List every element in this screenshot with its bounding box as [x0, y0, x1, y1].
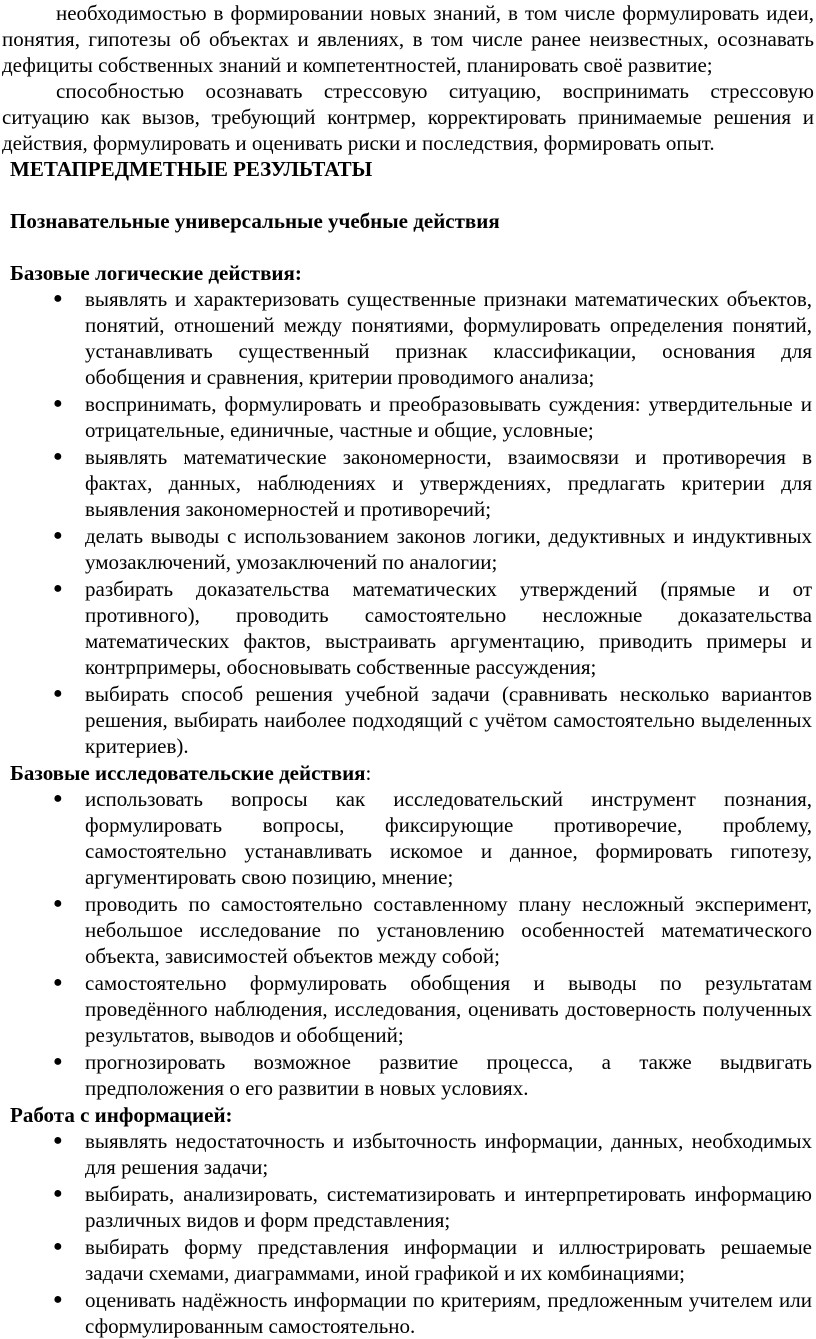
bullet-list-logical	[2, 286, 814, 759]
list-item	[2, 444, 814, 522]
list-item	[2, 576, 814, 680]
bullet-icon: ●	[53, 790, 63, 807]
subsection-title: Познавательные универсальные учебные действия	[10, 209, 500, 233]
bullet-icon: ●	[53, 1185, 63, 1202]
list-item-text: выбирать способ решения учебной задачи (сравнивать несколько вариантов решения, выбирать наиболее подходящий с учётом самостоятельно выделенных критериев).	[85, 682, 812, 758]
list-item-text: разбирать доказательства математических утверждений (прямые и от противного), проводить самостоятельно несложные доказательства математических фактов, выстраивать аргументацию, приводить примеры и контрпримеры, обосновывать собственные рассуждения;	[85, 577, 812, 679]
list-item	[2, 523, 814, 575]
section-title: МЕТАПРЕДМЕТНЫЕ РЕЗУЛЬТАТЫ	[10, 157, 373, 181]
list-item-text: выявлять и характеризовать существенные признаки математических объектов, понятий, отношений между понятиями, формулировать определения понятий, устанавливать существенный признак классификации, основания для обобщения и сравнения, критерии проводимого анализа;	[85, 287, 812, 389]
intro-paragraph-2: способностью осознавать стрессовую ситуацию, воспринимать стрессовую ситуацию как вызов, требующий контрмер, корректировать принимаемые решения и действия, формулировать и оценивать риски и последствия, формировать опыт.	[2, 79, 814, 155]
group-title-information: Работа с информацией:	[10, 1103, 233, 1127]
list-item	[2, 1287, 814, 1339]
list-item	[2, 681, 814, 759]
list-item	[2, 286, 814, 390]
list-item-text: выявлять математические закономерности, взаимосвязи и противоречия в фактах, данных, наблюдениях и утверждениях, предлагать критерии для выявления закономерностей и противоречий;	[85, 445, 812, 521]
bullet-icon: ●	[53, 1238, 63, 1255]
list-item-text: оценивать надёжность информации по критериям, предложенным учителем или сформулированным самостоятельно.	[85, 1288, 812, 1338]
list-item-text: использовать вопросы как исследовательский инструмент познания, формулировать вопросы, фиксирующие противоречие, проблему, самостоятельно устанавливать искомое и данное, формировать гипотезу, аргументировать свою позицию, мнение;	[85, 787, 812, 889]
bullet-icon: ●	[53, 685, 63, 702]
list-item	[2, 1049, 814, 1101]
group-title-research	[2, 760, 814, 786]
intro-paragraph-1: необходимостью в формировании новых знаний, в том числе формулировать идеи, понятия, гипотезы об объектах и явлениях, в том числе ранее неизвестных, осознавать дефициты собственных знаний и компетентностей, планировать своё развитие;	[2, 1, 814, 77]
bullet-list-research	[2, 786, 814, 1101]
list-item-text: самостоятельно формулировать обобщения и выводы по результатам проведённого наблюдения, исследования, оценивать достоверность полученных результатов, выводов и обобщений;	[85, 971, 812, 1047]
list-item	[2, 891, 814, 969]
list-item	[2, 1181, 814, 1233]
bullet-icon: ●	[53, 1132, 63, 1149]
bullet-icon: ●	[53, 448, 63, 465]
bullet-icon: ●	[53, 527, 63, 544]
spacer	[2, 234, 814, 260]
list-item	[2, 1128, 814, 1180]
list-item	[2, 786, 814, 890]
list-item-text: проводить по самостоятельно составленному плану несложный эксперимент, небольшое исследование по установлению особенностей математического объекта, зависимостей объектов между собой;	[85, 892, 812, 968]
group-title-research-suffix: :	[365, 761, 372, 785]
group-title-logical: Базовые логические действия:	[10, 261, 302, 285]
bullet-list-information	[2, 1128, 814, 1339]
list-item	[2, 970, 814, 1048]
bullet-icon: ●	[53, 1291, 63, 1308]
list-item-text: делать выводы с использованием законов логики, дедуктивных и индуктивных умозаключений, умозаключений по аналогии;	[85, 524, 812, 574]
bullet-icon: ●	[53, 974, 63, 991]
bullet-icon: ●	[53, 290, 63, 307]
list-item-text: прогнозировать возможное развитие процесса, а также выдвигать предположения о его развитии в новых условиях.	[85, 1050, 812, 1100]
list-item-text: воспринимать, формулировать и преобразовывать суждения: утвердительные и отрицательные, единичные, частные и общие, условные;	[85, 392, 812, 442]
list-item-text: выбирать форму представления информации и иллюстрировать решаемые задачи схемами, диаграммами, иной графикой и их комбинациями;	[85, 1235, 812, 1285]
group-title-research-text: Базовые исследовательские действия	[10, 761, 366, 785]
list-item-text: выбирать, анализировать, систематизировать и интерпретировать информацию различных видов и форм представления;	[85, 1182, 812, 1232]
list-item	[2, 391, 814, 443]
bullet-icon: ●	[53, 580, 63, 597]
bullet-icon: ●	[53, 1053, 63, 1070]
bullet-icon: ●	[53, 395, 63, 412]
spacer	[2, 182, 814, 208]
bullet-icon: ●	[53, 895, 63, 912]
list-item	[2, 1234, 814, 1286]
list-item-text: выявлять недостаточность и избыточность информации, данных, необходимых для решения задачи;	[85, 1129, 812, 1179]
